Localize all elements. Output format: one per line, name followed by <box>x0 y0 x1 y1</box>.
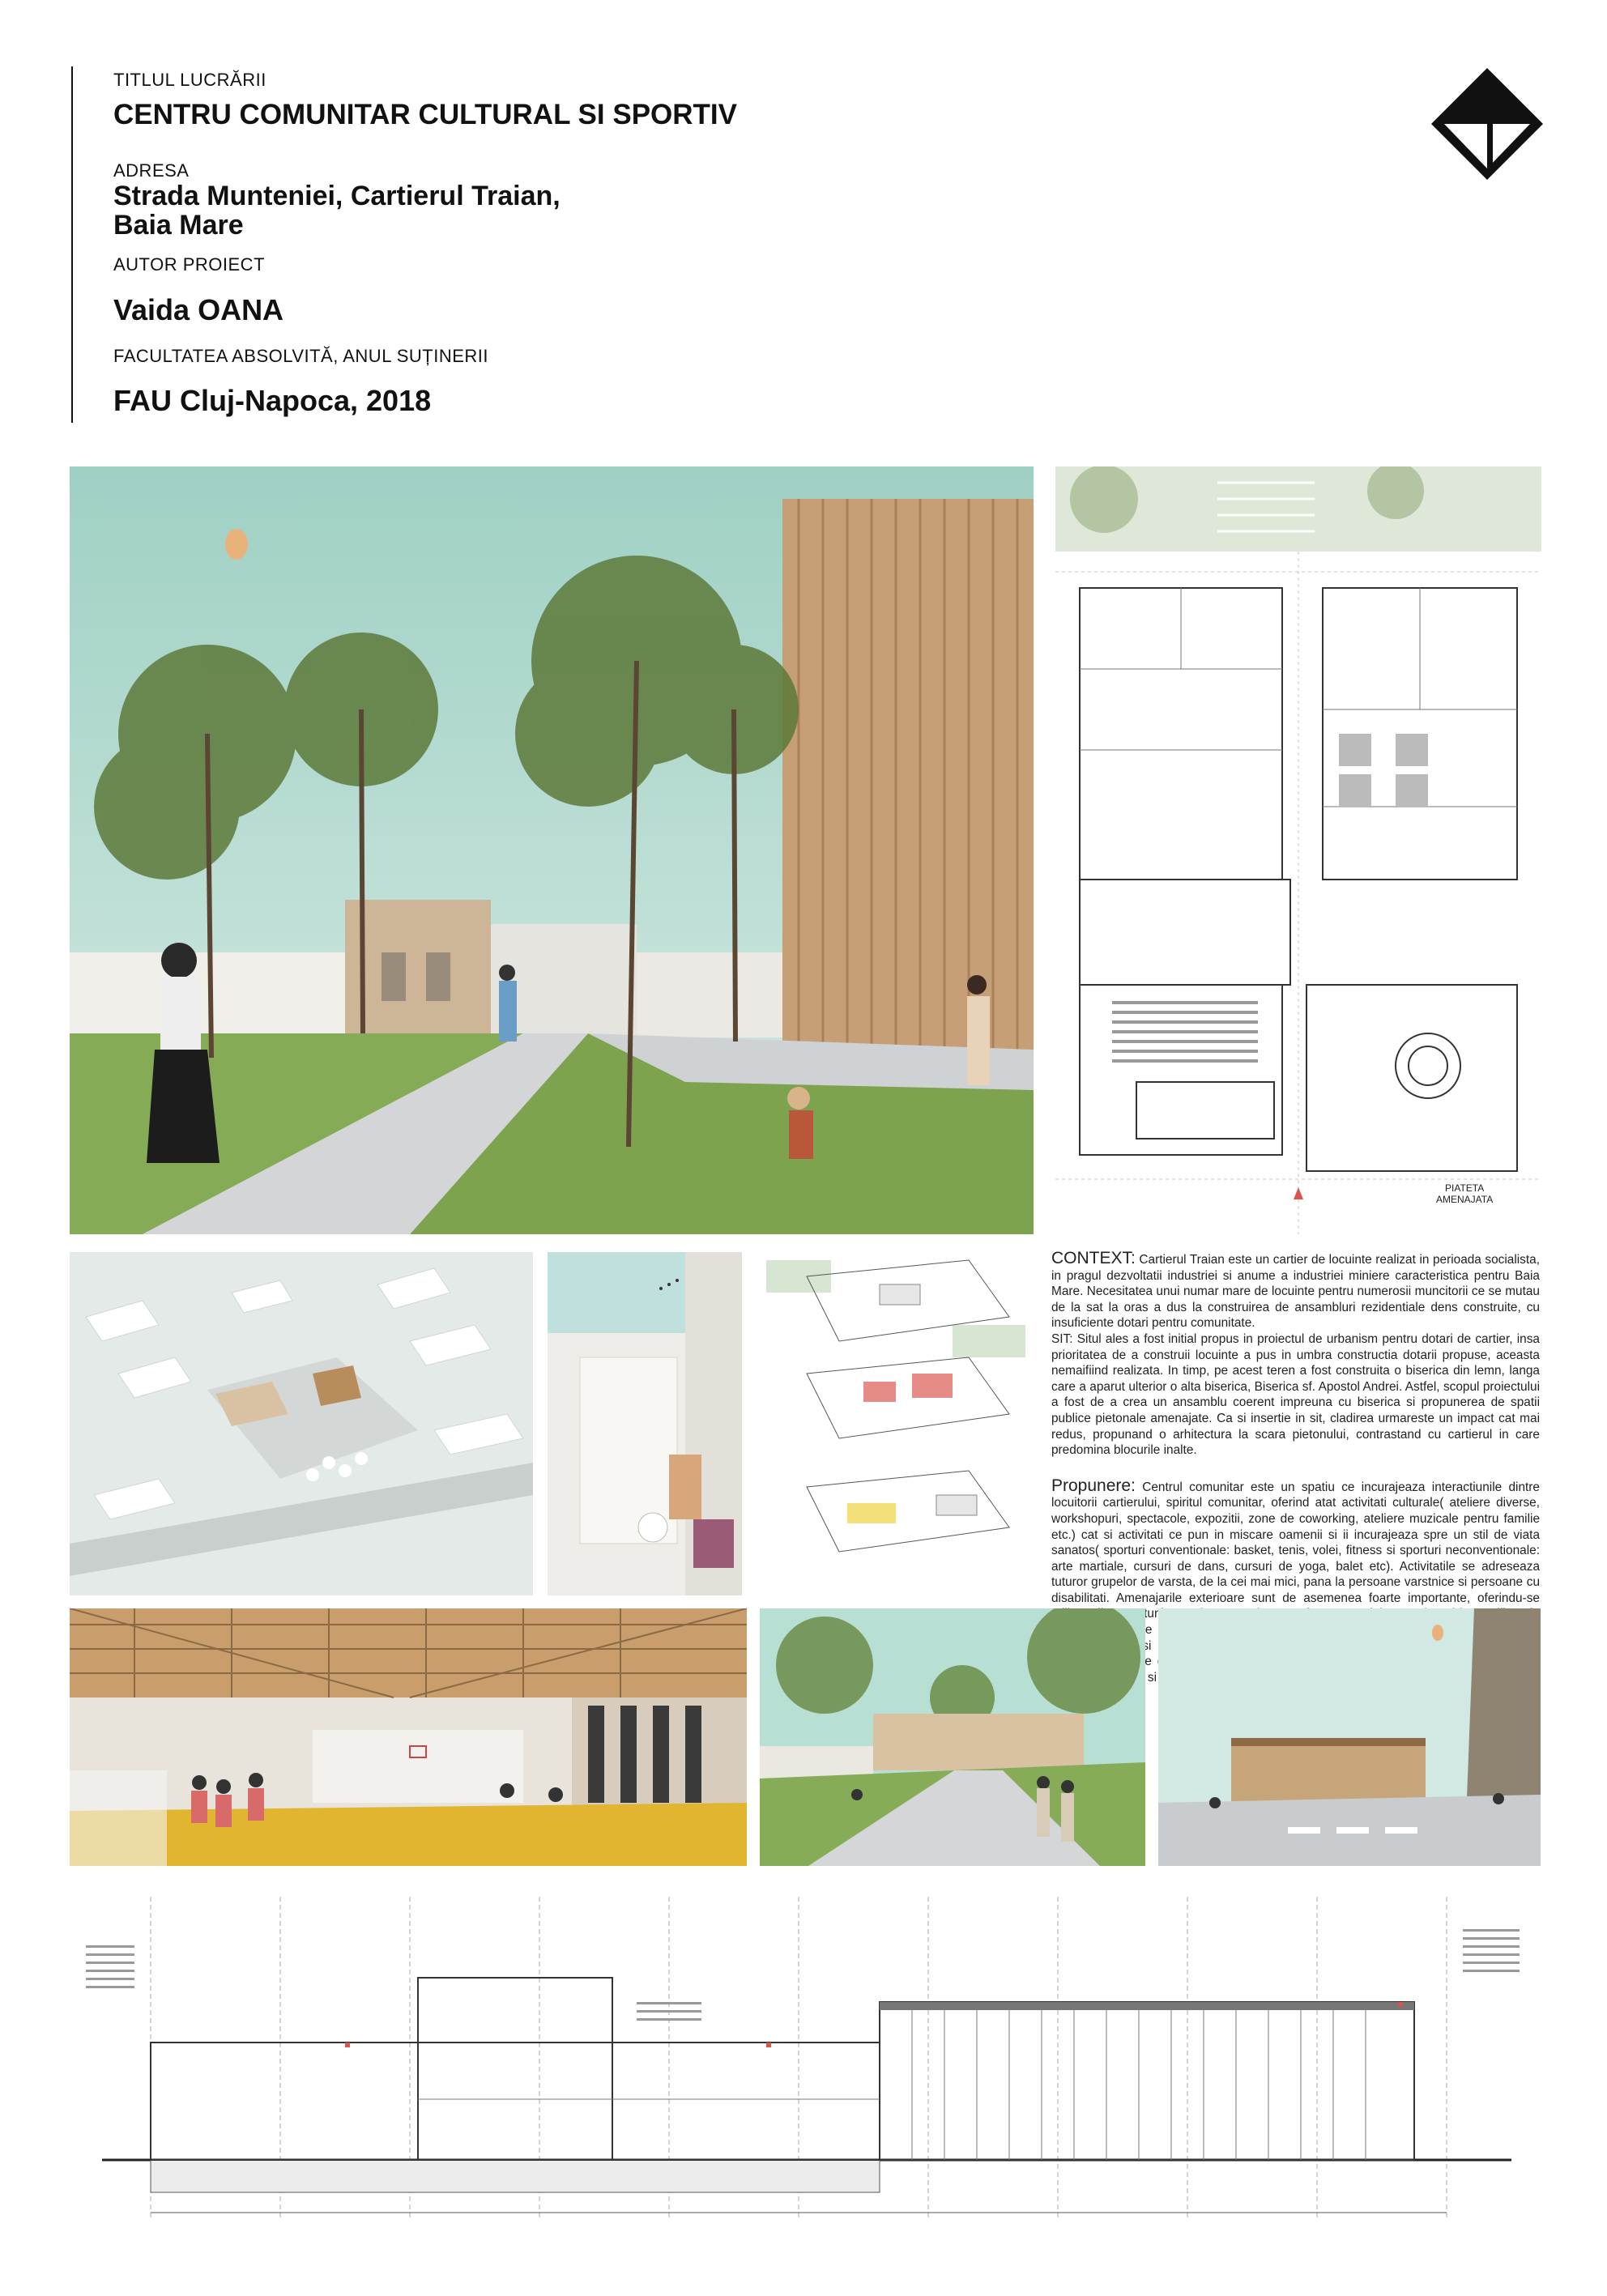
faculty: FAU Cluj-Napoca, 2018 <box>113 384 432 417</box>
address-line-2: Baia Mare <box>113 210 244 241</box>
plan-label <box>1436 1182 1493 1205</box>
header-divider <box>71 66 73 423</box>
plan-label-piata: PIATETA <box>1445 1182 1485 1194</box>
project-title: CENTRU COMUNITAR CULTURAL SI SPORTIV <box>113 99 737 130</box>
title-label: TITLUL LUCRĂRII <box>113 70 266 90</box>
propunere-text: Centrul comunitar este un spatiu ce incurajeaza interactiunile dintre locuitorii cartierului, spiritul comunitar, oferind atat activitati culturale( ateliere diverse, workshopuri, spectacole, expozitii, zone de coworking, ateliere muzicale pentru familie etc.) cat si activitati ce pun in miscare oamenii si ii incurajeaza spre un stil de viata sanatos( sporturi conventionale: basket, tenis, volei, fitness si sporturi neconventionale: arte martiale, cursuri de dans, cursuri de yoga, balet etc). Activitatile se adreseaza tuturor grupelor de varsta, de la cei mai mici, pana la persoane varstnice si persoane cu disabilitati. Amenajarile exterioare sunt de asemenea foarte importante, oferindu-se oportunitatea si si <box>1051 1480 1540 1685</box>
faculty-label: FACULTATEA ABSOLVITĂ, ANUL SUȚINERII <box>113 346 489 366</box>
address <box>113 181 561 240</box>
author-name: Vaida OANA <box>113 293 284 326</box>
propunere-heading: Propunere: <box>1051 1476 1136 1495</box>
context-text: Cartierul Traian este un cartier de locuinte realizat in perioada socialista, in pragul dezvoltatii industriei si anume a industriei miniere caracteristica pentru Baia Mare. Necesitatea unui numar mare de locuinte pentru numerosii muncitorii ce se mutau de la sat la oras a dus la construirea de ansambluri rezidentiale dens construite, cu insuficiente dotari pentru comunitate. <box>1051 1253 1540 1331</box>
context-paragraph <box>1051 1250 1540 1331</box>
context-heading: CONTEXT: <box>1051 1249 1136 1267</box>
gym-interior-render <box>70 1608 747 1866</box>
axonometric-view <box>70 1252 533 1595</box>
interior-atrium-render <box>548 1252 742 1595</box>
address-label: ADRESA <box>113 160 190 181</box>
sit-heading: SIT: <box>1051 1331 1073 1346</box>
author-label: AUTOR PROIECT <box>113 254 266 275</box>
sit-paragraph <box>1051 1331 1540 1459</box>
sit-text: Situl ales a fost initial propus in proiectul de urbanism pentru dotari de cartier, insa prioritatea de a construii locuinte a pus in umbra constructia dotarii propuse, aceasta nemaifiind realizata. In timp, pe acest teren a fost construita o biserica din lemn, langa care a aparut ulterior o alta biserica, Biserica sf. Apostol Andrei. Astfel, scopul proiectului a fost de a crea un ansamblu coerent impreuna cu biserica si propunerea de spatii publice pietonale amenajate. Ca si insertie in sit, cladirea urmareste un impact cat mai redus, propunand o arhitectura la scara pietonului, contrastand cu cartierul in care predomina blocurile inalte. <box>1051 1331 1540 1458</box>
plan-label-amenajata: AMENAJATA <box>1436 1194 1494 1205</box>
longitudinal-section-drawing <box>70 1881 1541 2237</box>
exterior-street-render <box>1158 1608 1541 1866</box>
concept-diagrams <box>758 1252 1034 1595</box>
main-render <box>70 466 1034 1234</box>
logo-triangle-icon <box>1430 66 1545 181</box>
ground-floor-plan <box>1055 466 1541 1234</box>
address-line-1: Strada Munteniei, Cartierul Traian, <box>113 181 561 211</box>
exterior-park-render <box>760 1608 1145 1866</box>
